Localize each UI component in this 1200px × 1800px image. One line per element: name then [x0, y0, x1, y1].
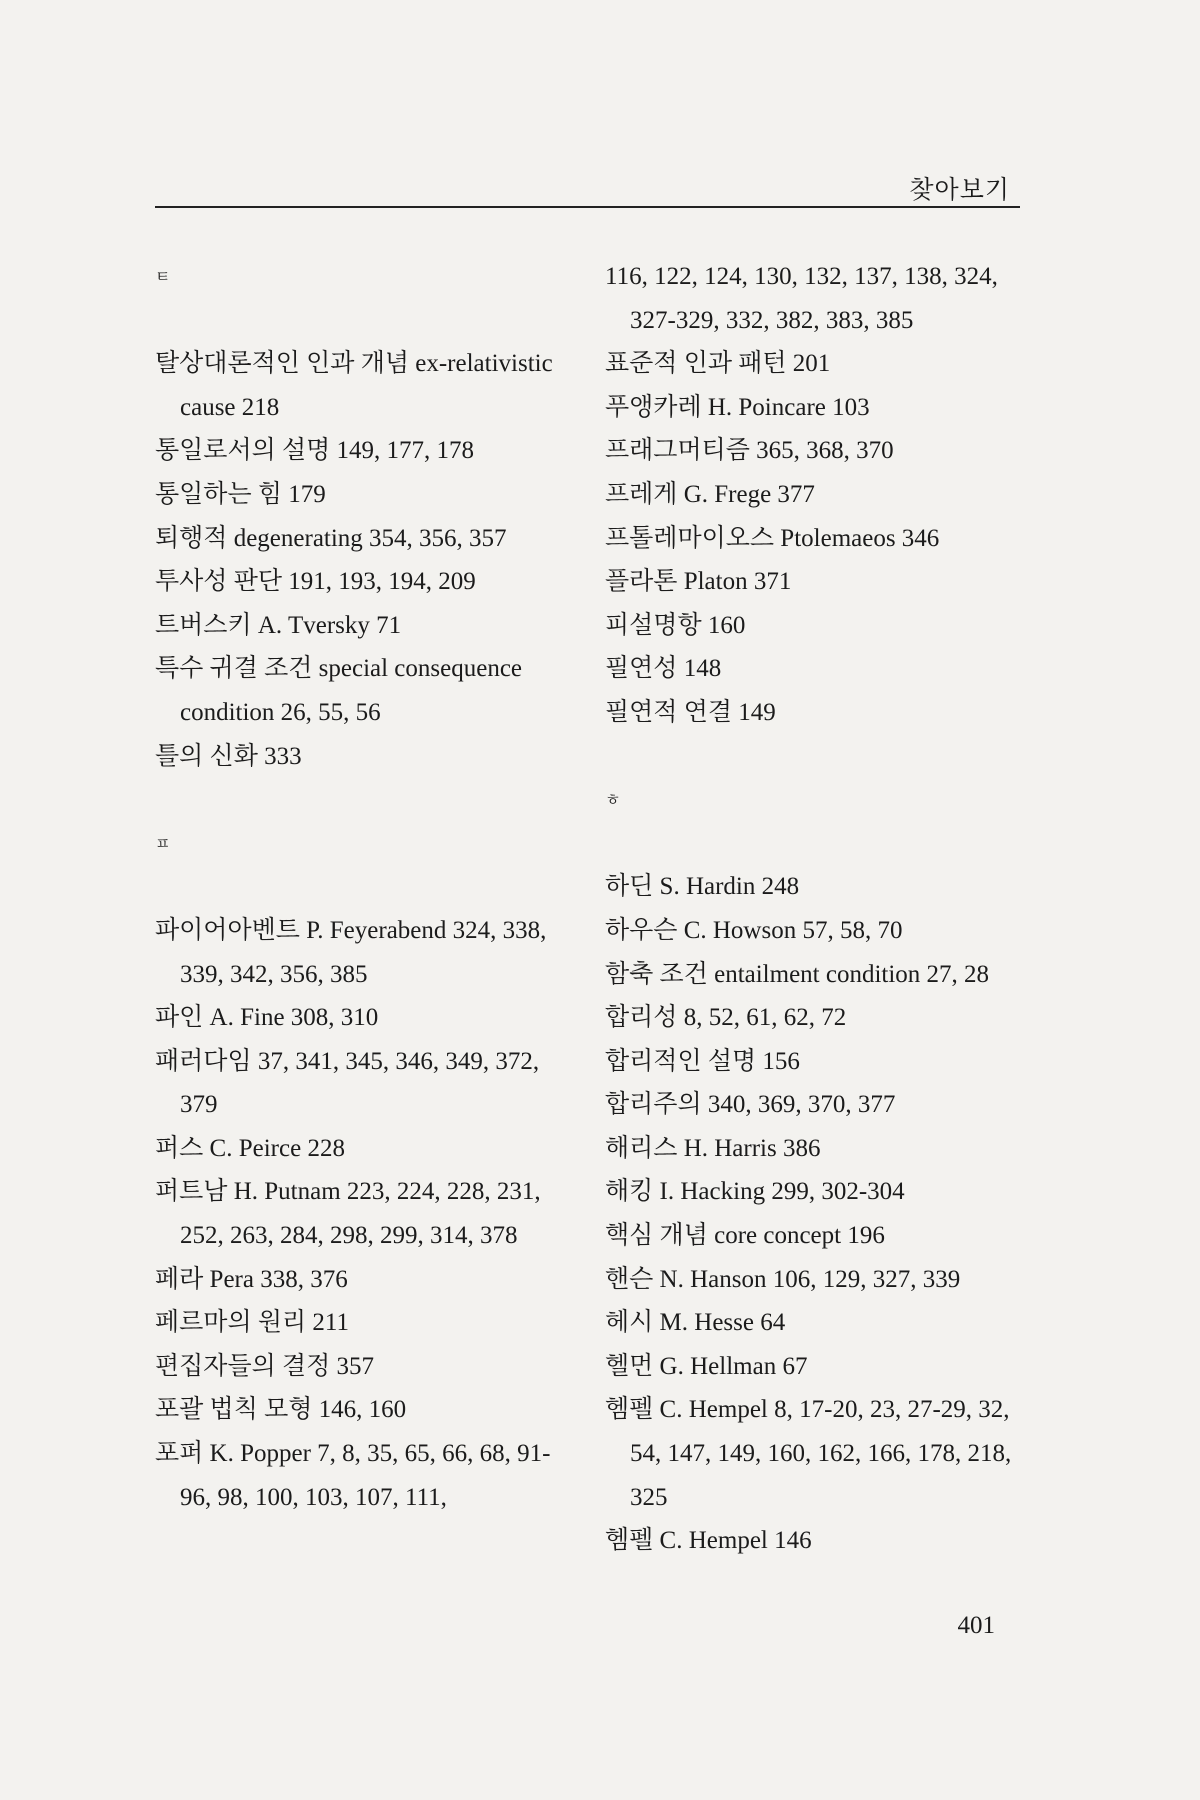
- index-entry: 프레게 G. Frege 377: [605, 480, 815, 508]
- index-entry: 포괄 법칙 모형 146, 160: [155, 1396, 407, 1424]
- index-entry: 핸슨 N. Hanson 106, 129, 327, 339: [605, 1265, 961, 1293]
- index-entry: 퇴행적 degenerating 354, 356, 357: [155, 524, 507, 552]
- index-entry: 틀의 신화 333: [155, 742, 302, 770]
- index-entry: 합리성 8, 52, 61, 62, 72: [605, 1004, 847, 1032]
- index-entry: 파인 A. Fine 308, 310: [155, 1004, 379, 1032]
- section-tieut-entries: [155, 342, 580, 778]
- index-entry: 푸앵카레 H. Poincare 103: [605, 393, 870, 421]
- index-entry: 해리스 H. Harris 386: [605, 1134, 821, 1162]
- index-entry: 하딘 S. Hardin 248: [605, 873, 800, 901]
- index-entry: 필연적 연결 149: [605, 698, 776, 726]
- index-entry: 특수 귀결 조건 special consequence condition 26, 55, 56: [155, 655, 523, 726]
- index-entry: 핵심 개념 core concept 196: [605, 1222, 885, 1250]
- section-pieup-continued-entries: [605, 342, 1030, 734]
- index-entry: 플라톤 Platon 371: [605, 568, 792, 596]
- index-entry: 포퍼 K. Popper 7, 8, 35, 65, 66, 68, 91-96, 98, 100, 103, 107, 111,: [155, 1440, 551, 1511]
- index-entry: 프래그머티즘 365, 368, 370: [605, 437, 894, 465]
- index-entry: 피설명항 160: [605, 611, 746, 639]
- section-pieup-entries: [155, 909, 580, 1519]
- index-entry: 페라 Pera 338, 376: [155, 1265, 348, 1293]
- header-rule: [155, 206, 1020, 208]
- page-number: 401: [957, 1612, 995, 1639]
- section-letter-pieup: ㅍ: [155, 833, 171, 853]
- index-entry: 파이어아벤트 P. Feyerabend 324, 338, 339, 342, 356, 385: [155, 916, 547, 988]
- section-gap: [155, 778, 580, 822]
- index-entry: 하우슨 C. Howson 57, 58, 70: [605, 916, 903, 944]
- index-entry: 통일로서의 설명 149, 177, 178: [155, 437, 475, 465]
- index-entry: 표준적 인과 패턴 201: [605, 350, 831, 378]
- index-entry: 통일하는 힘 179: [155, 480, 326, 508]
- section-hieut-entries: [605, 865, 1030, 1563]
- index-entry: 퍼트남 H. Putnam 223, 224, 228, 231, 252, 263, 284, 298, 299, 314, 378: [155, 1178, 541, 1250]
- right-column: [605, 255, 1030, 1563]
- index-entry: 헤시 M. Hesse 64: [605, 1309, 786, 1337]
- index-entry: 함축 조건 entailment condition 27, 28: [605, 960, 990, 988]
- index-entry: 해킹 I. Hacking 299, 302-304: [605, 1178, 905, 1206]
- index-entry-continuation: 116, 122, 124, 130, 132, 137, 138, 324, 327-329, 332, 382, 383, 385: [605, 263, 998, 334]
- index-entry: 트버스키 A. Tversky 71: [155, 611, 402, 639]
- index-entry: 투사성 판단 191, 193, 194, 209: [155, 568, 476, 596]
- index-entry: 프톨레마이오스 Ptolemaeos 346: [605, 524, 940, 552]
- running-head: 찾아보기: [909, 175, 1010, 204]
- section-letter-tieut: ㅌ: [155, 267, 171, 286]
- index-entry: 헴펠 C. Hempel 146: [605, 1527, 812, 1555]
- index-entry: 편집자들의 결정 357: [155, 1352, 375, 1380]
- index-entry: 헬먼 G. Hellman 67: [605, 1352, 808, 1380]
- section-gap: [605, 735, 1030, 779]
- index-entry: 필연성 148: [605, 655, 722, 683]
- index-entry: 탈상대론적인 인과 개념 ex-relativistic cause 218: [155, 350, 553, 421]
- index-entry: 페르마의 원리 211: [155, 1309, 349, 1337]
- left-column: [155, 255, 580, 1519]
- index-entry: 헴펠 C. Hempel 8, 17-20, 23, 27-29, 32, 54, 147, 149, 160, 162, 166, 178, 218, 325: [605, 1396, 1012, 1511]
- index-entry: 패러다임 37, 341, 345, 346, 349, 372, 379: [155, 1047, 540, 1119]
- index-entry: 합리주의 340, 369, 370, 377: [605, 1091, 896, 1119]
- index-entry: 퍼스 C. Peirce 228: [155, 1134, 345, 1162]
- section-letter-hieut: ㅎ: [605, 790, 621, 810]
- index-entry: 합리적인 설명 156: [605, 1047, 800, 1075]
